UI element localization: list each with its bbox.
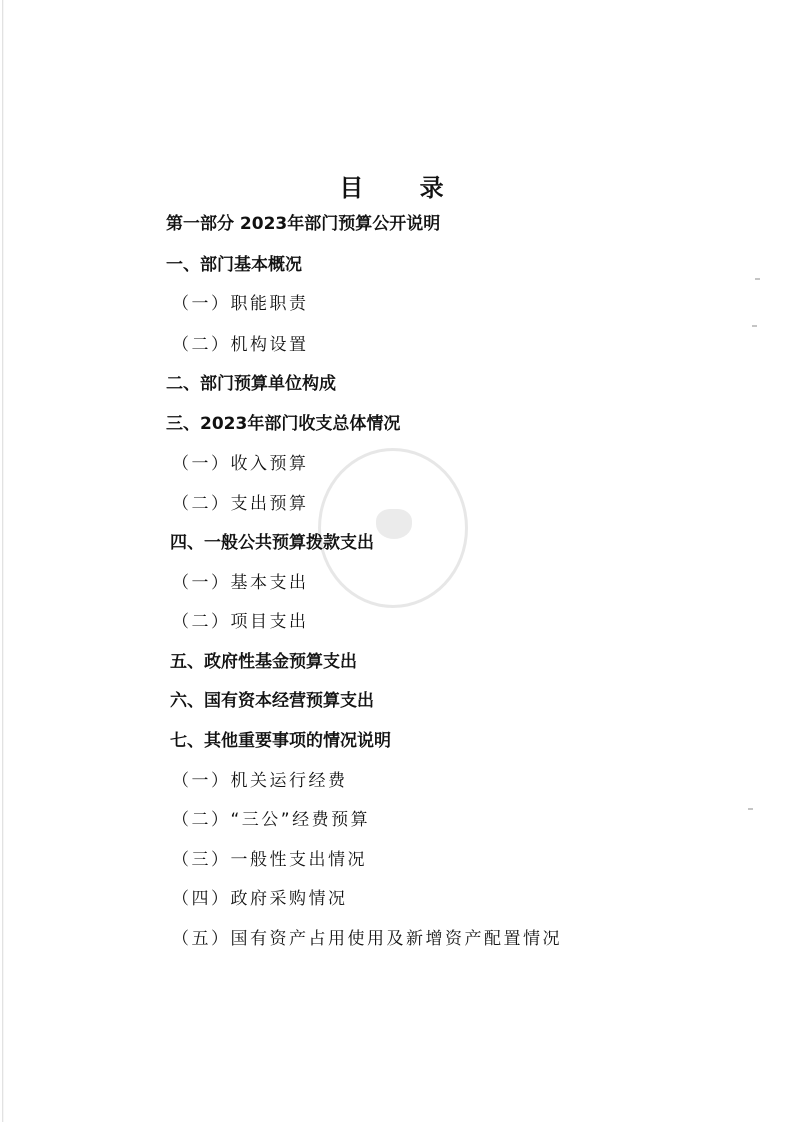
toc-entry: 五、政府性基金预算支出 bbox=[170, 652, 357, 672]
toc-entry: 六、国有资本经营预算支出 bbox=[170, 691, 374, 711]
toc-entry: （四）政府采购情况 bbox=[172, 889, 348, 909]
toc-entry: （一）收入预算 bbox=[172, 454, 309, 474]
toc-entry: （二）支出预算 bbox=[172, 494, 309, 514]
toc-entry: （二）项目支出 bbox=[172, 612, 309, 632]
toc-entry: 七、其他重要事项的情况说明 bbox=[170, 731, 391, 751]
toc-entry: （一）机关运行经费 bbox=[172, 771, 348, 791]
toc-entry: 一、部门基本概况 bbox=[166, 255, 302, 275]
page-title: 目 录 bbox=[339, 174, 468, 202]
toc-entry: 二、部门预算单位构成 bbox=[166, 374, 336, 394]
toc-entry: 第一部分 2023年部门预算公开说明 bbox=[166, 214, 441, 234]
toc-entry: （二）机构设置 bbox=[172, 335, 309, 355]
toc-entry: （三）一般性支出情况 bbox=[172, 850, 367, 870]
toc-entry: 四、一般公共预算拨款支出 bbox=[170, 533, 374, 553]
toc-entry: 三、2023年部门收支总体情况 bbox=[166, 414, 401, 434]
toc-entry: （二）“三公”经费预算 bbox=[172, 810, 371, 830]
toc-entry: （一）职能职责 bbox=[172, 294, 309, 314]
toc-entry: （一）基本支出 bbox=[172, 573, 309, 593]
toc-entry: （五）国有资产占用使用及新增资产配置情况 bbox=[172, 929, 562, 949]
